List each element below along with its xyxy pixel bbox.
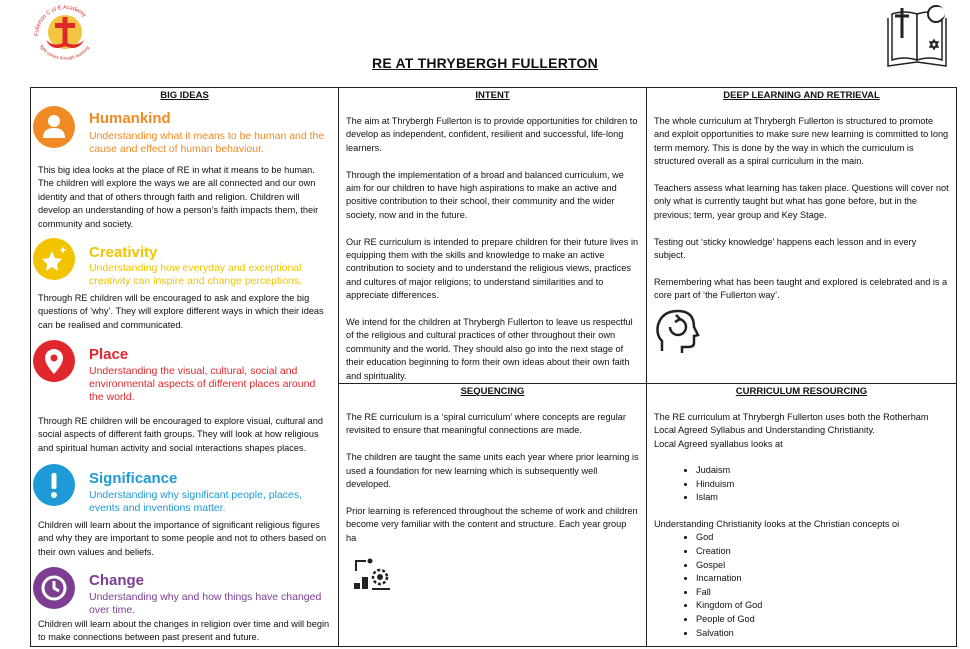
- list-item: • Islam: [696, 491, 949, 505]
- resourcing-column: [647, 384, 957, 647]
- deep-paragraph: The whole curriculum at Thrybergh Fullerton is structured to promote and exploit opportunities to make sure new learning is committed to long term memory. This is done by the way in which the curriculum is structured overall as a spiral curriculum in the main.: [654, 116, 949, 167]
- big-idea-description: Understanding what it means to be human and the cause and effect of human behaviour.: [89, 130, 325, 155]
- list-item: • Incarnation: [696, 572, 949, 586]
- sequencing-paragraph: Prior learning is referenced throughout the scheme of work and children become very familiar with the content and structure. Each year group ha: [346, 505, 638, 543]
- deep-learning-column: [647, 88, 957, 384]
- big-idea-name: Creativity: [89, 244, 158, 261]
- big-idea-description: Understanding the visual, cultural, social and environmental aspects of different places around the world.: [89, 365, 316, 403]
- clock-icon: [33, 567, 75, 609]
- deep-paragraph: Teachers assess what learning has taken place. Questions will cover not only what is currently taught but what has gone before, but in the previous; term, year group and Key Stage.: [654, 183, 949, 220]
- book-faith-symbols-icon: [884, 4, 950, 70]
- list-item: • Creation: [696, 545, 949, 559]
- intent-paragraph: We intend for the children at Thrybergh Fullerton to leave us respectful of the religious and cultural practices of other throughout their own community and the world. They should also go into the next stage of their education beginning to form their own ideas about their own faith and spirituality.: [346, 317, 633, 381]
- logo-motto: light comes through learning: [39, 44, 91, 61]
- sequencing-paragraph: The children are taught the same units each year where prior learning is used a foundation for new learning which is subsequently well developed.: [346, 452, 639, 490]
- uc-intro: Understanding Christianity looks at the Christian concepts oi: [654, 519, 900, 530]
- list-item: • God: [696, 531, 949, 545]
- person-icon: [33, 106, 75, 148]
- intent-heading: INTENT: [475, 90, 510, 101]
- big-idea-description: Understanding how everyday and exceptional creativity can inspire and change perceptions.: [89, 262, 303, 287]
- sequencing-column: [339, 384, 647, 647]
- sequencing-text: [339, 398, 646, 595]
- list-item: • Gospel: [696, 559, 949, 573]
- intent-paragraph: Through the implementation of a broad and balanced curriculum, we aim for our children to have high aspirations to make an active and positive contribution to their school, their community and the wider society, now and in the future.: [346, 169, 624, 220]
- local-syllabus-list: [654, 464, 949, 505]
- big-idea-body: Children will learn about the importance of significant religious figures and why they are important to some people and not to others based on their own values and beliefs.: [38, 520, 327, 557]
- deep-paragraph: Remembering what has been taught and explored is celebrated and is a core part of ‘the Fullerton way’.: [654, 276, 948, 301]
- big-idea-body: Through RE children will be encouraged to explore visual, cultural and social aspects of different faith groups. They will look at how religious and spiritual human activity and social interactions shapes places.: [38, 416, 323, 453]
- intent-text: [339, 102, 646, 383]
- gears-steps-icon: [352, 557, 392, 591]
- big-idea-body: Through RE children will be encouraged to ask and explore the big questions of ‘why’. They will explore different ways in which their ideas can be realised and communicated.: [38, 293, 324, 330]
- big-ideas-list: [31, 102, 338, 643]
- exclamation-icon: [33, 464, 75, 506]
- big-ideas-column: [31, 88, 339, 647]
- intent-paragraph: Our RE curriculum is intended to prepare children for their future lives in equipping them with the skills and knowledge to make an active contribution to society and to understand the religious views, practices and cultures of major religions; to understand similarities and to appreciate differences.: [346, 236, 639, 301]
- big-idea-description: Understanding why and how things have changed over time.: [89, 591, 322, 616]
- resourcing-text: [647, 398, 956, 640]
- list-item: • People of God: [696, 613, 949, 627]
- deep-learning-text: [647, 102, 956, 359]
- big-idea-body: This big idea looks at the place of RE in what it means to be human. The children will explore the ways we are all connected and our own identity and that of others through faith and religion. Children will develop an understanding of how a person’s faith impacts them, their community and society.: [38, 165, 319, 229]
- intent-paragraph: The aim at Thrybergh Fullerton is to provide opportunities for children to develop as independent, confident, resilient and successful, life-long learners.: [346, 116, 638, 153]
- map-pin-icon: [33, 340, 75, 382]
- list-item: • Hinduism: [696, 478, 949, 492]
- big-ideas-heading: BIG IDEAS: [160, 90, 209, 101]
- resourcing-intro: The RE curriculum at Thrybergh Fullerton uses both the Rotherham Local Agreed Syllabus and Understanding Christianity.: [654, 412, 929, 436]
- sparkle-star-icon: [33, 238, 75, 280]
- list-item: • Kingdom of God: [696, 599, 949, 613]
- big-idea-name: Significance: [89, 470, 178, 487]
- page-title: RE AT THRYBERGH FULLERTON: [372, 55, 598, 71]
- uc-concepts-list: [654, 531, 949, 640]
- list-item: • Fall: [696, 586, 949, 600]
- intent-column: [339, 88, 647, 384]
- big-idea-body: Children will learn about the changes in religion over time and will begin to make connections between past present and future.: [38, 619, 330, 643]
- sequencing-paragraph: The RE curriculum is a ‘spiral curriculum’ where concepts are regular revisited to ensure that meaningful connections are made.: [346, 412, 626, 436]
- sequencing-heading: SEQUENCING: [460, 386, 525, 398]
- big-idea-description: Understanding why significant people, places, events and inventions matter.: [89, 489, 303, 514]
- big-idea-name: Humankind: [89, 110, 171, 127]
- deep-learning-heading: DEEP LEARNING AND RETRIEVAL: [723, 90, 880, 101]
- logo-arc-text: Fullerton C of E Academy: [33, 4, 88, 37]
- curriculum-grid: [30, 87, 957, 647]
- local-syllabus-intro: Local Agreed syallabus looks at: [654, 438, 783, 449]
- list-item: • Salvation: [696, 627, 949, 641]
- big-idea-name: Change: [89, 572, 145, 589]
- list-item: • Judaism: [696, 464, 949, 478]
- head-refresh-icon: [654, 307, 700, 355]
- resourcing-heading: CURRICULUM RESOURCING: [735, 386, 868, 398]
- deep-paragraph: Testing out ‘sticky knowledge’ happens each lesson and in every subject.: [654, 236, 917, 261]
- big-idea-name: Place: [89, 346, 129, 363]
